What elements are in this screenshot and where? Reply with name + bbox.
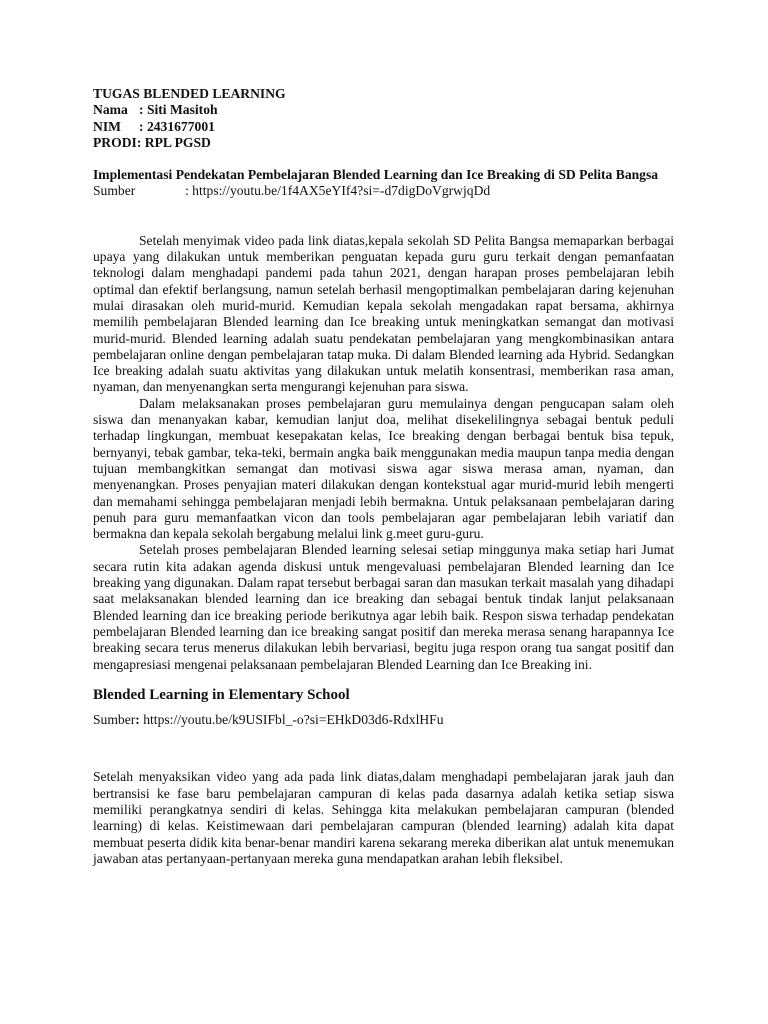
section1-paragraph-3: Setelah proses pembelajaran Blended learning selesai setiap minggunya maka setiap hari Jumat secara rutin kita adakan agenda diskusi untuk mengevaluasi pembelajaran Blended learning dan Ice breaking yang digunakan. Dalam rapat tersebut berbagai saran dan masukan terkait masalah yang dihadapi saat melaksanakan blended learning dan ice breaking dan sebagai bentuk tindak lanjut pelaksanaan Blended learning dan ice breaking periode berikutnya agar lebih baik. Respon siswa terhadap pendekatan pembelajaran Blended learning dan ice breaking sangat positif dan mereka merasa senang harapannya Ice breaking secara terus menerus dilakukan lebih bervariasi, begitu juga respon orang tua sangat positif dan mengapresiasi mengenai pelaksanaan pembelajaran Blended Learning dan Ice Breaking ini. (93, 542, 674, 672)
header-key-prodi: PRODI (93, 134, 137, 150)
assignment-title: TUGAS BLENDED LEARNING (93, 86, 286, 101)
section1-title: Implementasi Pendekatan Pembelajaran Blended Learning dan Ice Breaking di SD Pelita Bangsa (93, 167, 659, 183)
source-link[interactable]: : https://youtu.be/1f4AX5eYIf4?si=-d7digDoVgrwjqDd (185, 183, 491, 199)
section2-paragraph: Setelah menyaksikan video yang ada pada link diatas,dalam menghadapi pembelajaran jarak jauh dan bertransisi ke fase baru pembelajaran campuran di kelas pada dasarnya adalah ketika setiap siswa memiliki perangkatnya sendiri di kelas. Sehingga kita melakukan pembelajaran campuran (blended learning) di kelas. Keistimewaan dari pembelajaran campuran (blended learning) adalah kita dapat membuat peserta didik kita benar-benar mandiri karena sekarang mereka diberikan alat untuk menemukan jawaban atas pertanyaan-pertanyaan mereka guna mendapatkan arahan lebih fleksibel. (93, 769, 674, 866)
section2-source (93, 712, 674, 728)
header-value-name: Siti Masitoh (146, 102, 218, 118)
source-label: Sumber (93, 712, 136, 728)
header-row-nim (93, 119, 674, 135)
header-row-prodi (93, 135, 674, 151)
section1-paragraph-1: Setelah menyimak video pada link diatas,kepala sekolah SD Pelita Bangsa memaparkan berbagai upaya yang dilakukan untuk memberikan penguatan kepada guru guru terkait dengan pemanfaatan teknologi dalam menghadapi pandemi pada tahun 2021, dengan harapan proses pembelajaran lebih optimal dan efektif berlangsung, namun setelah berhasil mengoptimalkan pembelajaran daring kejenuhan mulai dirasakan oleh murid-murid. Kemudian kepala sekolah mengadakan rapat bersama, akhirnya memilih pembelajaran Blended learning dan Ice breaking untuk meningkatkan semangat dan motivasi murid-murid. Blended learning adalah suatu pendekatan pembelajaran yang mengkombinasikan antara pembelajaran online dengan pembelajaran tatap muka. Di dalam Blended learning ada Hybrid. Sedangkan Ice breaking adalah suatu aktivitas yang dilakukan untuk melatih konsentrasi, memberikan rasa aman, nyaman, dan menyenangkan serta mengurangi kejenuhan para siswa. (93, 232, 674, 395)
header-value-prodi: RPL PGSD (144, 134, 211, 150)
header-sep: : (139, 102, 147, 118)
section1-paragraph-2: Dalam melaksanakan proses pembelajaran guru memulainya dengan pengucapan salam oleh siswa dan menanyakan kabar, kemudian lanjut doa, melihat disekelilingnya sebagai bentuk peduli terhadap lingkungan, membuat kesepakatan kelas, Ice breaking dengan berbagai bentuk bisa tepuk, bernyanyi, tebak gambar, teka-teki, bermain angka baik menggunakan media maupun tanpa media dengan tujuan membangkitkan semangat dan motivasi siswa agar siswa merasa aman, nyaman, dan menyenangkan. Proses penyajian materi dilakukan dengan kontekstual agar murid-murid lebih mengerti dan memahami sehingga pembelajaran menjadi lebih bermakna. Untuk pelaksanaan pembelajaran daring penuh para guru memanfaatkan vicon dan tools pembelajaran agar pembelajaran lebih variatif dan bermakna dan kepala sekolah bergabung melalui link g.meet guru-guru. (93, 395, 674, 542)
header-key-name: Nama (93, 102, 128, 118)
document-page (93, 86, 674, 867)
source-sep: : (135, 712, 140, 728)
header-sep: : (136, 134, 145, 150)
header-row-name (93, 102, 674, 118)
section1-source (93, 183, 674, 199)
section2-title: Blended Learning in Elementary School (93, 686, 350, 703)
header-key-nim: NIM (93, 118, 121, 134)
header-sep: : (139, 118, 147, 134)
source-label: Sumber (93, 183, 136, 199)
source-link[interactable]: https://youtu.be/k9USIFbl_-o?si=EHkD03d6-RdxlHFu (139, 712, 444, 728)
header-value-nim: 2431677001 (146, 118, 215, 134)
